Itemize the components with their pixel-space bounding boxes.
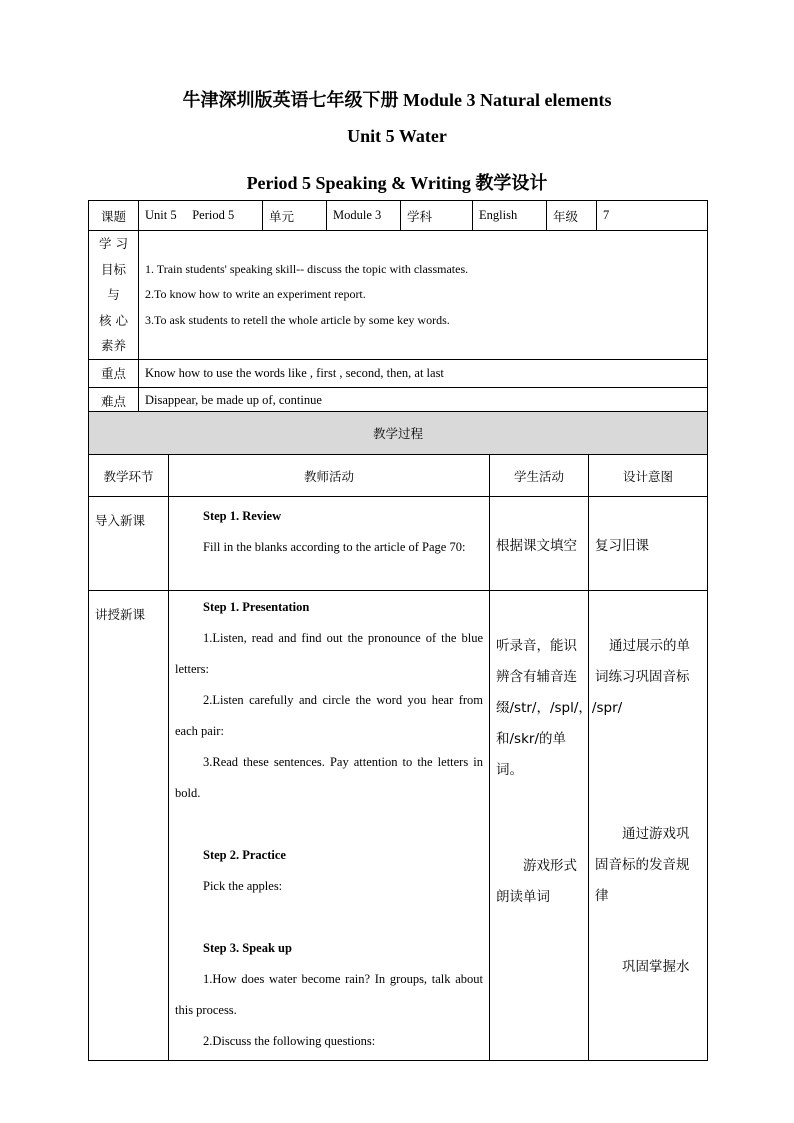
step-text: Fill in the blanks according to the article of Page 70: — [203, 540, 466, 554]
key-value: Know how to use the words like , first , second, then, at last — [139, 359, 708, 387]
intent-text: 通过游戏巩固音标的发音规律 — [595, 826, 690, 904]
difficult-value: Disappear, be made up of, continue — [139, 387, 708, 414]
doc-title-line1: 牛津深圳版英语七年级下册 Module 3 Natural elements — [182, 90, 612, 110]
teacher-activity-teaching — [169, 591, 490, 1061]
grade-value: 7 — [597, 201, 708, 231]
stage-intro: 导入新课 — [89, 497, 169, 591]
unit-label: 单元 — [263, 201, 327, 231]
step-title: Step 3. Speak up — [203, 941, 292, 955]
lesson-info-table — [88, 200, 708, 415]
student-activity-text: 听录音，能识辨含有辅音连缀/str/，/spl/，/spr/和/skr/的单词。 — [496, 638, 623, 778]
info-row-key — [89, 359, 708, 387]
intent-text: 通过展示的单词练习巩固音标 — [595, 638, 690, 685]
subject-label: 学科 — [401, 201, 473, 231]
goal-item: 3.To ask students to retell the whole article by some key words. — [145, 312, 450, 327]
goals-label: 学 习 目标 与 核 心 素养 — [89, 231, 139, 360]
process-section-title: 教学过程 — [89, 412, 708, 455]
goal-item: 1. Train students' speaking skill-- discuss the topic with classmates. — [145, 261, 469, 276]
header-stage: 教学环节 — [89, 455, 169, 497]
lesson-value: Unit 5 Period 5 — [139, 201, 263, 231]
step-text: Pick the apples: — [203, 879, 283, 893]
subject-value: English — [473, 201, 547, 231]
teaching-process-table — [88, 411, 708, 1061]
grade-label: 年级 — [547, 201, 597, 231]
process-row-teaching — [89, 591, 708, 1061]
goal-item: 2.To know how to write an experiment report. — [145, 287, 366, 301]
step-item: 3.Read these sentences. Pay attention to the letters in bold. — [175, 755, 483, 800]
unit-value: Module 3 — [327, 201, 401, 231]
doc-title-line3: Period 5 Speaking & Writing 教学设计 — [246, 173, 548, 193]
doc-title-line2: Unit 5 Water — [347, 126, 447, 146]
process-header-row — [89, 455, 708, 497]
student-activity-teaching — [490, 591, 623, 1061]
process-row-intro — [89, 497, 708, 591]
info-row-difficult — [89, 387, 708, 414]
step-item: 1.How does water become rain? In groups, talk about this process. — [175, 972, 483, 1017]
process-section-row — [89, 412, 708, 455]
header-intent: 设计意图 — [589, 455, 708, 497]
step-title: Step 2. Practice — [203, 848, 286, 862]
step-item: 1.Listen, read and find out the pronounce of the blue letters: — [175, 631, 483, 676]
step-item: 2.Listen carefully and circle the word you hear from each pair: — [175, 693, 483, 738]
info-row-lesson — [89, 201, 708, 231]
teacher-activity-intro — [169, 497, 490, 591]
difficult-label: 难点 — [89, 387, 139, 414]
student-activity-text: 游戏形式朗读单词 — [496, 858, 577, 905]
lesson-label: 课题 — [89, 201, 139, 231]
step-item: 2.Discuss the following questions: — [203, 1034, 376, 1048]
student-activity-intro: 根据课文填空 — [490, 497, 589, 591]
stage-teaching: 讲授新课 — [89, 591, 169, 1061]
intent-teaching — [589, 591, 708, 1061]
intent-intro: 复习旧课 — [589, 497, 708, 591]
info-row-goals — [89, 231, 708, 360]
key-label: 重点 — [89, 359, 139, 387]
goals-content — [139, 231, 708, 360]
intent-text: 巩固掌握水 — [622, 959, 690, 975]
header-student: 学生活动 — [490, 455, 589, 497]
step-title: Step 1. Review — [203, 509, 282, 523]
header-teacher: 教师活动 — [169, 455, 490, 497]
step-title: Step 1. Presentation — [203, 600, 310, 614]
